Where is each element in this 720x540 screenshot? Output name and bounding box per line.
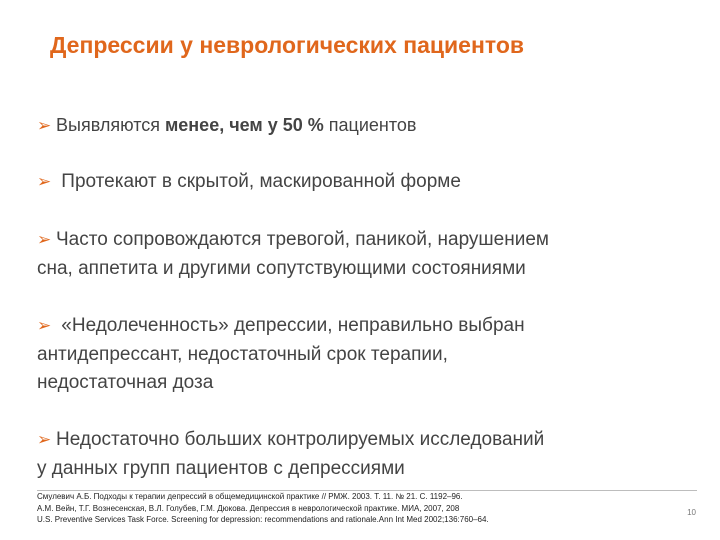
bullet-text: Недостаточно больших контролируемых исследований (56, 429, 545, 450)
reference-item: А.М. Вейн, Т.Г. Вознесенская, В.Л. Голубев, Г.М. Дюкова. Депрессия в неврологической практике. МИА, 2007, 208 (37, 503, 460, 513)
bullet-emphasis: менее, чем у 50 % (164, 115, 324, 135)
bullet-item (37, 426, 544, 483)
references (37, 491, 489, 526)
bullet-line (37, 226, 549, 255)
arrow-bullet-icon: ➢ (37, 172, 52, 191)
arrow-bullet-icon: ➢ (37, 230, 52, 249)
bullet-line (37, 312, 525, 341)
bullet-text: пациентов (323, 115, 417, 135)
bullet-line: антидепрессант, недостаточный срок терапии, (37, 343, 448, 365)
bullet-line: у данных групп пациентов с депрессиями (37, 457, 405, 479)
bullet-item (37, 111, 417, 141)
arrow-bullet-icon: ➢ (37, 316, 52, 335)
slide-title: Депрессии у неврологических пациентов (50, 32, 525, 58)
bullet-item (37, 168, 461, 197)
arrow-bullet-icon: ➢ (37, 116, 52, 135)
arrow-bullet-icon: ➢ (37, 430, 52, 449)
bullet-text: Часто сопровождаются тревогой, паникой, нарушением (56, 229, 549, 250)
bullet-text: Выявляются (56, 115, 165, 135)
bullet-text: Протекают в скрытой, маскированной форме (61, 171, 461, 192)
reference-item: U.S. Preventive Services Task Force. Screening for depression: recommendations and rationale.Ann Int Med 2002;136:760–64. (37, 515, 489, 524)
reference-item: Смулевич А.Б. Подходы к терапии депрессий в общемедицинской практике // РМЖ. 2003. Т. 11. № 21. С. 1192–96. (37, 492, 463, 501)
bullet-line: сна, аппетита и другими сопутствующими состояниями (37, 257, 526, 279)
bullet-line: недостаточная доза (37, 372, 214, 393)
bullet-line (37, 426, 544, 455)
bullet-text: «Недолеченность» депрессии, неправильно выбран (56, 315, 525, 336)
page-number: 10 (687, 508, 696, 517)
bullet-item (37, 226, 549, 283)
bullet-item (37, 312, 525, 398)
